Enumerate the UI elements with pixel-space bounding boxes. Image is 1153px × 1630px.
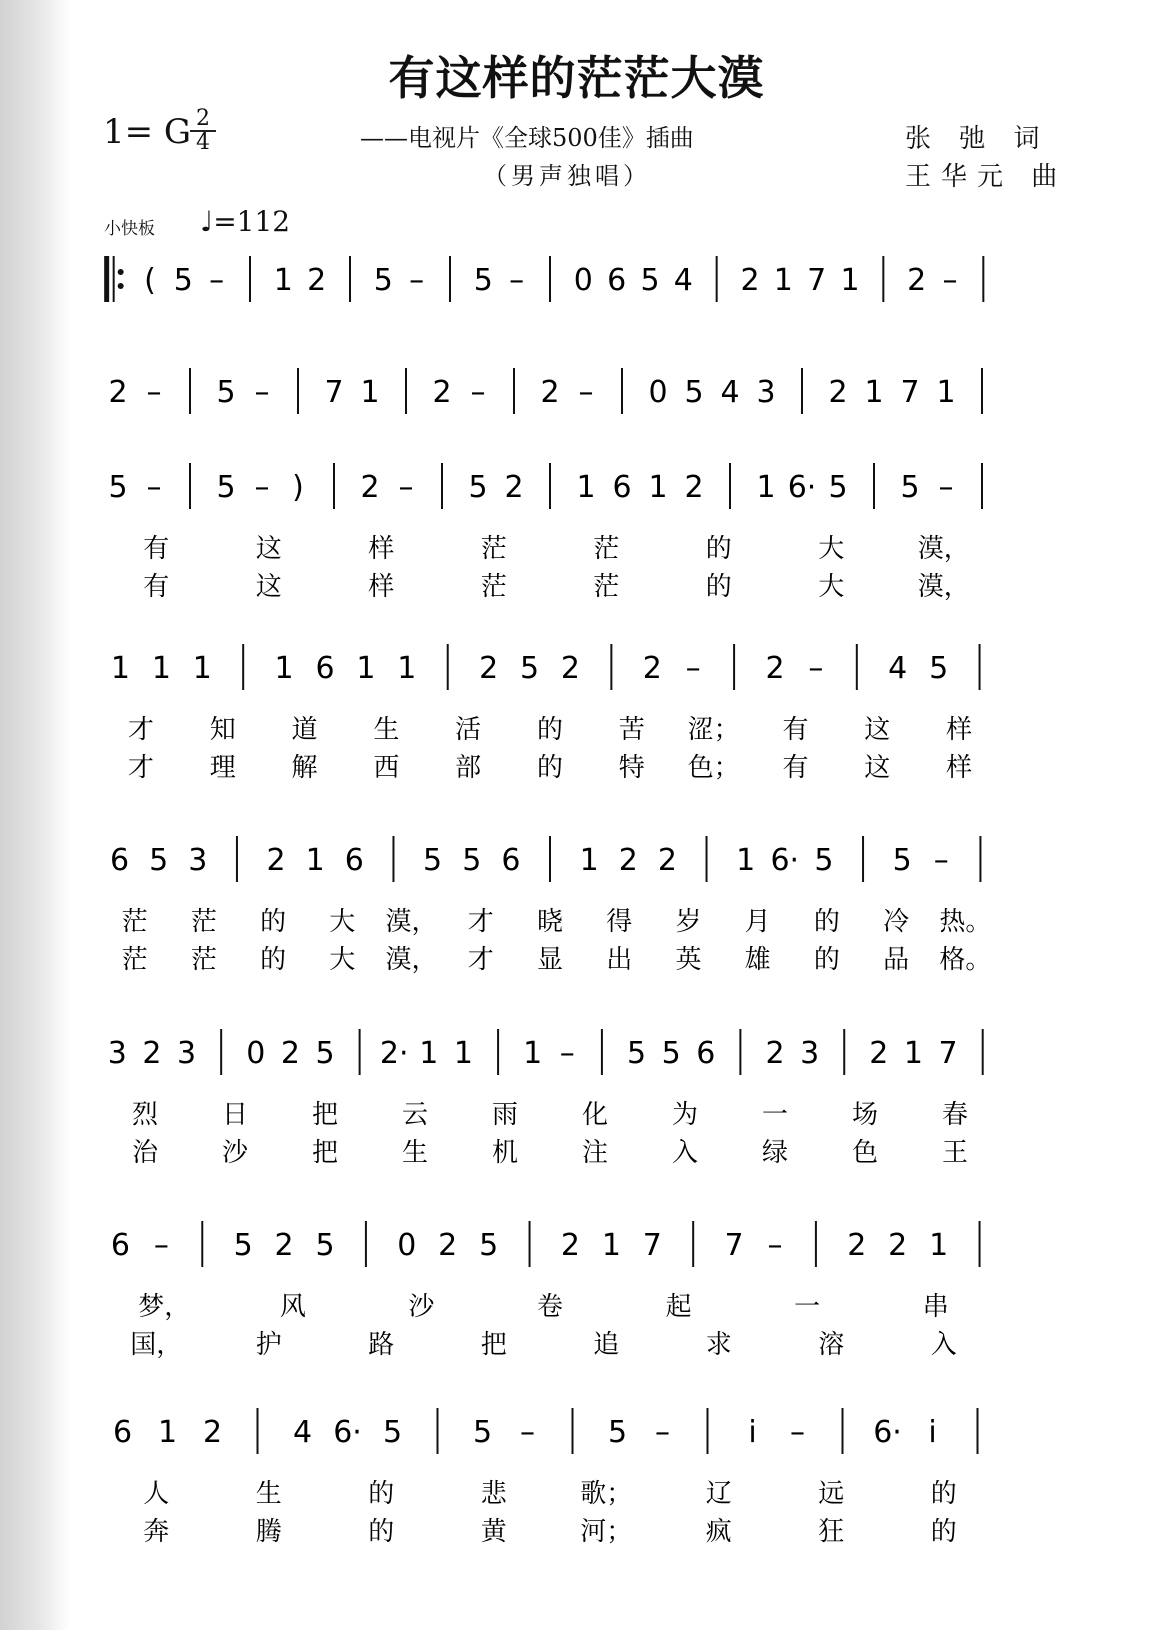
note: 7 [938,1036,958,1071]
lyric-verse-2: 大 [818,572,845,602]
note: 5 [462,843,482,878]
note: 2 [869,1036,889,1071]
note: 2 [108,375,128,410]
note: 5 [814,843,834,878]
note: 1 [864,375,884,410]
dash: – [409,263,425,298]
note: 7 [642,1228,662,1263]
dash: – [559,1036,575,1071]
performance-note: （男声独唱） [483,162,651,190]
lyric-verse-1: 场 [851,1100,879,1130]
lyric-verse-1: 茫 [593,534,620,564]
note: 1 [419,1036,439,1071]
lyric-verse-2: 样 [368,572,395,602]
note: 5 [315,1228,335,1263]
note: 1 [773,263,793,298]
dash: – [767,1228,783,1263]
dash: – [509,263,525,298]
note: 3 [800,1036,820,1071]
note: 1 [157,1415,178,1450]
lyric-verse-2: 显 [536,945,564,975]
note: 5 [479,1228,499,1263]
lyric-verse-1: 的 [368,1479,395,1509]
lyric-verse-2: 沙 [221,1138,249,1168]
note: 1 [110,651,131,686]
bracket: ) [292,470,304,505]
note: 1 [453,1036,474,1071]
note: 5 [828,470,848,505]
lyric-verse-2: 格。 [939,945,992,975]
note: 5 [233,1228,253,1263]
lyric-verse-1: 一 [794,1292,821,1322]
note: 5 [216,375,236,410]
dash: – [470,375,486,410]
note: 2 [202,1415,223,1450]
note: 1 [523,1036,543,1071]
note: 2 [657,843,677,878]
lyric-verse-1: 茫 [121,907,148,937]
note: i [928,1415,937,1450]
lyric-verse-1: 云 [401,1100,429,1130]
note: 3 [756,375,776,410]
lyric-verse-2: 有 [782,753,809,783]
lyric-verse-2: 奔 [143,1517,170,1547]
note: 2 [847,1228,867,1263]
note: 5 [108,470,128,505]
note: 2 [907,263,927,298]
note: 5 [900,470,920,505]
note: 6· [333,1415,362,1450]
lyric-verse-2: 溶 [818,1330,845,1360]
note: 5 [684,375,704,410]
dash: – [685,651,701,686]
lyric-verse-1: 歌； [580,1479,633,1509]
note: 3 [176,1036,197,1071]
lyric-verse-2: 注 [581,1138,609,1168]
note: 1 [929,1228,949,1263]
lyric-verse-1: 大 [329,907,356,937]
note: 2 [888,1228,908,1263]
dash: – [655,1415,670,1450]
lyric-verse-1: 春 [941,1100,969,1130]
lyric-verse-1: 漠， [385,907,438,937]
note: 5 [661,1036,681,1071]
note: 5 [173,263,193,298]
lyric-verse-2: 路 [368,1330,395,1360]
lyric-verse-2: 的 [536,753,564,783]
note: 5 [473,263,493,298]
note: 5 [472,1415,493,1450]
lyric-verse-2: 漠， [917,572,970,602]
note: 1 [648,470,668,505]
lyric-verse-2: 的 [368,1517,395,1547]
tempo-marking: 小快板 [104,219,155,239]
lyric-verse-2: 茫 [121,945,148,975]
dash: – [942,263,958,298]
lyric-verse-1: 化 [581,1100,609,1130]
note: 1 [579,843,599,878]
lyric-verse-2: 王 [941,1138,969,1168]
note: 1 [305,843,325,878]
note: 7 [900,375,920,410]
note: 2 [684,470,704,505]
note: 6 [112,1415,133,1450]
note: i [748,1415,757,1450]
note: 6 [696,1036,716,1071]
note: 5 [607,1415,628,1450]
lyric-verse-2: 的 [705,572,732,602]
lyric-verse-2: 品 [883,945,910,975]
note: 5 [626,1036,647,1071]
lyric-verse-1: 把 [311,1100,339,1130]
note: 5 [468,470,488,505]
lyric-verse-2: 疯 [705,1517,732,1547]
note: 2 [765,651,785,686]
lyric-verse-2: 河； [580,1517,633,1547]
lyric-verse-2: 的 [813,945,840,975]
repeat-dot [118,269,124,275]
note: 7 [807,263,827,298]
note: 3 [107,1036,127,1071]
lyric-verse-1: 的 [930,1479,957,1509]
note: 4 [720,375,740,410]
lyric-verse-1: 晓 [536,907,564,937]
note: 0 [246,1036,266,1071]
lyric-verse-1: 道 [291,715,318,745]
bracket: ( [144,263,156,298]
lyric-verse-2: 特 [618,753,645,783]
note: 2 [142,1036,162,1071]
note: 6 [110,1228,131,1263]
note: 6· [770,843,800,878]
note: 1 [273,263,293,298]
note: 0 [573,263,593,298]
lyric-verse-1: 烈 [131,1100,159,1130]
note: 6 [315,651,335,686]
note: 2 [618,843,638,878]
dash: – [153,1228,169,1263]
note: 5 [423,843,443,878]
note: 6 [607,263,627,298]
note: 4 [673,263,693,298]
lyric-verse-2: 英 [675,945,702,975]
note: 2 [360,470,380,505]
note: 2 [828,375,848,410]
dash: – [938,470,954,505]
note: 2 [560,1228,581,1263]
lyric-verse-2: 追 [593,1330,620,1360]
lyric-verse-1: 的 [705,534,732,564]
lyric-verse-1: 知 [209,715,236,745]
lyric-verse-2: 解 [291,753,318,783]
lyric-verse-1: 样 [368,534,395,564]
lyric-verse-1: 生 [373,715,400,745]
lyric-verse-2: 茫 [593,572,620,602]
lyric-verse-1: 活 [455,715,482,745]
lyric-verse-1: 串 [922,1292,949,1322]
note: 2 [274,1228,294,1263]
lyric-verse-1: 一 [761,1100,789,1130]
note: 2 [765,1036,785,1071]
note: 5 [373,263,393,298]
note: 2 [307,263,327,298]
time-signature-bottom: 4 [196,130,210,155]
lyric-verse-1: 大 [818,534,845,564]
dash: – [146,470,162,505]
lyric-verse-2: 狂 [818,1517,845,1547]
lyric-verse-1: 梦， [138,1292,191,1322]
song-subtitle: ——电视片《全球500佳》插曲 [360,124,694,152]
lyric-verse-1: 这 [864,715,891,745]
lyric-verse-1: 苦 [618,715,645,745]
composer-credit: 王华元 曲 [905,162,1068,192]
lyric-verse-2: 样 [946,753,973,783]
lyric-verse-2: 茫 [480,572,507,602]
metronome-mark: ♩=112 [200,205,291,238]
lyric-verse-1: 的 [260,907,287,937]
lyric-verse-1: 生 [255,1479,282,1509]
lyric-verse-2: 黄 [480,1517,507,1547]
lyric-verse-2: 求 [705,1330,732,1360]
note: 1 [601,1228,621,1263]
note: 6· [873,1415,902,1450]
lyric-verse-2: 才 [127,753,154,783]
lyric-verse-2: 的 [930,1517,957,1547]
note: 1 [756,470,776,505]
note: 2 [479,651,499,686]
lyric-verse-2: 部 [455,753,482,783]
lyric-verse-2: 这 [255,572,282,602]
lyric-verse-2: 入 [930,1330,957,1360]
dash: – [209,263,225,298]
dash: – [254,375,270,410]
lyric-verse-1: 热。 [939,907,992,937]
lyric-verse-1: 得 [606,907,633,937]
note: 2 [560,651,581,686]
note: 2 [280,1036,300,1071]
dash: – [933,843,949,878]
note: 1 [192,651,212,686]
lyric-verse-2: 的 [260,945,287,975]
note: 2 [740,263,760,298]
lyric-verse-1: 辽 [705,1479,732,1509]
note: 6 [110,843,130,878]
note: 2 [438,1228,458,1263]
note: 6· [787,470,817,505]
dash: – [808,651,824,686]
note: 1 [360,375,380,410]
note: 1 [397,651,417,686]
lyric-verse-2: 腾 [255,1517,282,1547]
lyric-verse-1: 人 [143,1479,170,1509]
note: 5 [315,1036,335,1071]
lyric-verse-1: 远 [818,1479,845,1509]
dash: – [398,470,414,505]
lyric-verse-2: 才 [467,945,494,975]
lyric-verse-1: 茫 [480,534,507,564]
lyric-verse-2: 这 [864,753,891,783]
lyric-verse-2: 把 [480,1330,507,1360]
note: 1 [736,843,756,878]
note: 1 [840,263,860,298]
dash: – [254,470,270,505]
lyric-verse-1: 的 [813,907,840,937]
lyric-verse-1: 漠， [917,534,970,564]
note: 1 [151,651,171,686]
lyric-verse-2: 入 [671,1138,699,1168]
lyric-verse-2: 雄 [744,945,771,975]
lyric-verse-1: 冷 [883,907,910,937]
note: 7 [324,375,344,410]
dash: – [146,375,162,410]
note: 5 [640,263,660,298]
note: 5 [382,1415,403,1450]
lyric-verse-2: 西 [373,753,400,783]
note: 6 [612,470,632,505]
note: 2 [432,375,452,410]
note: 1 [356,651,376,686]
lyricist-credit: 张 弛 词 [905,124,1050,154]
note: 5 [892,843,912,878]
note: 4 [888,651,908,686]
dash: – [790,1415,805,1450]
note: 4 [292,1415,313,1450]
note: 6 [344,843,364,878]
lyric-verse-2: 理 [209,753,236,783]
repeat-dot [118,283,124,289]
lyric-verse-1: 才 [467,907,494,937]
lyric-verse-2: 茫 [190,945,217,975]
lyric-verse-1: 起 [665,1292,692,1322]
lyric-verse-2: 机 [491,1138,519,1168]
note: 5 [149,843,169,878]
lyric-verse-1: 风 [279,1292,306,1322]
note: 2 [642,651,662,686]
lyric-verse-2: 把 [311,1138,339,1168]
note: 2 [540,375,560,410]
lyric-verse-1: 的 [536,715,564,745]
key-signature: 1= G [103,112,192,152]
note: 3 [188,843,208,878]
lyric-verse-1: 有 [782,715,809,745]
lyric-verse-2: 治 [131,1138,159,1168]
lyric-verse-2: 色； [687,753,740,783]
note: 1 [903,1036,924,1071]
dash: – [578,375,594,410]
lyric-verse-1: 岁 [675,907,702,937]
note: 0 [397,1228,417,1263]
lyric-verse-2: 出 [606,945,633,975]
lyric-verse-2: 国， [130,1330,183,1360]
lyric-verse-1: 涩； [687,715,740,745]
note: 6 [501,843,521,878]
note: 2 [504,470,524,505]
note: 5 [216,470,236,505]
lyric-verse-1: 这 [255,534,282,564]
lyric-verse-2: 色 [851,1138,879,1168]
lyric-verse-1: 茫 [190,907,217,937]
note: 5 [519,651,540,686]
note: 5 [929,651,949,686]
lyric-verse-1: 日 [221,1100,249,1130]
lyric-verse-1: 样 [946,715,973,745]
lyric-verse-2: 有 [143,572,170,602]
note: 0 [648,375,668,410]
lyric-verse-1: 为 [671,1100,699,1130]
lyric-verse-1: 沙 [408,1292,435,1322]
lyric-verse-2: 绿 [761,1138,789,1168]
lyric-verse-1: 才 [127,715,154,745]
note: 1 [274,651,294,686]
note: 1 [576,470,596,505]
lyric-verse-1: 月 [744,907,771,937]
note: 2 [266,843,286,878]
lyric-verse-1: 卷 [536,1292,564,1322]
lyric-verse-1: 悲 [480,1479,507,1509]
song-title: 有这样的茫茫大漠 [388,51,765,105]
lyric-verse-2: 生 [401,1138,429,1168]
lyric-verse-2: 护 [255,1330,282,1360]
time-signature-top: 2 [190,108,216,132]
dash: – [520,1415,535,1450]
lyric-verse-1: 雨 [491,1100,519,1130]
lyric-verse-1: 有 [143,534,170,564]
note: 7 [724,1228,744,1263]
lyric-verse-2: 漠， [385,945,438,975]
note: 1 [936,375,956,410]
lyric-verse-2: 大 [329,945,356,975]
note: 2· [379,1036,409,1071]
